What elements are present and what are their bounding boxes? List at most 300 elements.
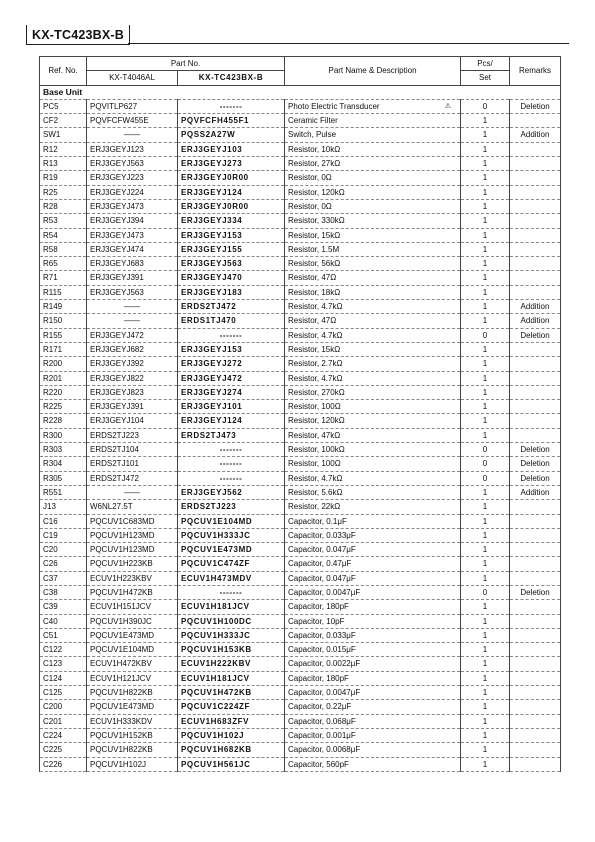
description-cell (285, 571, 461, 585)
ref-cell (40, 643, 87, 657)
ref-cell (40, 157, 87, 171)
description-cell-text: Capacitor, 0.0047μF (288, 587, 361, 597)
description-cell (285, 628, 461, 642)
ref-cell-text: R220 (43, 387, 63, 397)
old-part-cell-text: PQVITLP627 (90, 101, 138, 111)
new-part-cell-text: ERJ3GEYJ470 (181, 273, 243, 283)
new-part-cell-text: ------- (219, 330, 243, 340)
ref-cell (40, 571, 87, 585)
new-part-cell-text: ------- (219, 445, 243, 455)
remarks-cell (510, 99, 561, 113)
ref-cell (40, 428, 87, 442)
old-part-cell (87, 528, 178, 542)
qty-cell (461, 271, 510, 285)
old-part-cell-text: W6NL27.5T (90, 502, 133, 512)
old-part-cell-text: ERJ3GEYJ683 (90, 259, 144, 269)
old-part-cell-text: PQCUV1E473MD (90, 702, 155, 712)
table-row (40, 228, 561, 242)
old-part-cell-text: ERJ3GEYJ391 (90, 402, 144, 412)
table-row (40, 342, 561, 356)
qty-cell (461, 142, 510, 156)
old-part-cell-text: PQCUV1H472KB (90, 587, 153, 597)
parts-table (39, 56, 561, 772)
qty-cell (461, 171, 510, 185)
new-part-cell (178, 714, 285, 728)
qty-cell-text: 1 (482, 116, 488, 126)
table-row (40, 199, 561, 213)
remarks-cell-text: Deletion (520, 459, 550, 469)
description-cell (285, 557, 461, 571)
qty-cell-text: 1 (482, 688, 488, 698)
description-cell (285, 199, 461, 213)
new-part-cell (178, 757, 285, 771)
description-cell (285, 457, 461, 471)
new-part-cell-text: PQCUV1H153KB (181, 645, 252, 655)
qty-cell (461, 342, 510, 356)
old-part-cell (87, 285, 178, 299)
ref-cell-text: C123 (43, 659, 63, 669)
new-part-cell-text: ECUV1H473MDV (181, 573, 252, 583)
old-part-cell-text: —— (124, 316, 140, 326)
description-cell-text: Resistor, 100kΩ (288, 445, 345, 455)
qty-cell-text: 1 (482, 344, 488, 354)
remarks-cell (510, 271, 561, 285)
new-part-cell-text: ERJ3GEYJ153 (181, 344, 243, 354)
description-cell-text: Capacitor, 0.015μF (288, 645, 356, 655)
ref-cell (40, 500, 87, 514)
new-part-cell-text: PQCUV1E473MD (181, 545, 253, 555)
new-part-cell (178, 271, 285, 285)
description-cell-text: Resistor, 100Ω (288, 459, 341, 469)
ref-cell (40, 385, 87, 399)
new-part-cell (178, 285, 285, 299)
old-part-cell (87, 242, 178, 256)
new-part-cell-text: ------- (219, 587, 243, 597)
new-part-cell-text: PQCUV1E104MD (181, 516, 253, 526)
new-part-cell (178, 728, 285, 742)
ref-cell-text: R225 (43, 402, 63, 412)
remarks-cell (510, 657, 561, 671)
description-cell (285, 342, 461, 356)
description-cell-text: Resistor, 47kΩ (288, 430, 341, 440)
description-cell-text: Resistor, 22kΩ (288, 502, 341, 512)
description-cell-text: Resistor, 47Ω (288, 273, 337, 283)
new-part-cell (178, 557, 285, 571)
col-pcs: Pcs/ (461, 57, 510, 71)
table-row (40, 371, 561, 385)
qty-cell (461, 385, 510, 399)
description-cell (285, 514, 461, 528)
ref-cell (40, 700, 87, 714)
new-part-cell (178, 614, 285, 628)
new-part-cell (178, 600, 285, 614)
old-part-cell-text: ERJ3GEYJ392 (90, 359, 144, 369)
description-cell (285, 300, 461, 314)
old-part-cell (87, 628, 178, 642)
ref-cell (40, 99, 87, 113)
qty-cell (461, 671, 510, 685)
ref-cell-text: R58 (43, 244, 58, 254)
remarks-cell (510, 471, 561, 485)
old-part-cell (87, 371, 178, 385)
new-part-cell (178, 671, 285, 685)
qty-cell-text: 1 (482, 287, 488, 297)
description-cell (285, 471, 461, 485)
qty-cell (461, 328, 510, 342)
new-part-cell-text: ERJ3GEYJ334 (181, 216, 243, 226)
description-cell-text: Capacitor, 0.47μF (288, 559, 352, 569)
table-row (40, 514, 561, 528)
old-part-cell-text: ERDS2TJ223 (90, 430, 139, 440)
new-part-cell (178, 428, 285, 442)
old-part-cell-text: ERJ3GEYJ563 (90, 159, 144, 169)
old-part-cell (87, 671, 178, 685)
qty-cell (461, 657, 510, 671)
qty-cell-text: 1 (482, 302, 488, 312)
description-cell (285, 357, 461, 371)
qty-cell (461, 400, 510, 414)
qty-cell-text: 1 (482, 659, 488, 669)
new-part-cell-text: ERJ3GEYJ563 (181, 259, 243, 269)
old-part-cell (87, 500, 178, 514)
description-cell (285, 714, 461, 728)
ref-cell-text: R304 (43, 459, 63, 469)
ref-cell-text: C40 (43, 616, 58, 626)
new-part-cell-text: ERJ3GEYJ274 (181, 387, 243, 397)
new-part-cell (178, 314, 285, 328)
old-part-cell-text: ERDS2TJ472 (90, 473, 139, 483)
description-cell (285, 314, 461, 328)
table-row (40, 728, 561, 742)
qty-cell (461, 199, 510, 213)
old-part-cell-text: ERJ3GEYJ472 (90, 330, 144, 340)
ref-cell (40, 743, 87, 757)
table-row (40, 471, 561, 485)
ref-cell-text: PC5 (43, 101, 59, 111)
remarks-cell (510, 171, 561, 185)
table-row (40, 743, 561, 757)
qty-cell (461, 285, 510, 299)
qty-cell-text: 1 (482, 530, 488, 540)
old-part-cell-text: ERJ3GEYJ123 (90, 144, 144, 154)
remarks-cell (510, 457, 561, 471)
description-cell-text: Resistor, 4.7kΩ (288, 302, 343, 312)
ref-cell-text: C201 (43, 716, 63, 726)
new-part-cell-text: PQSS2A27W (181, 130, 236, 140)
ref-cell-text: R12 (43, 144, 58, 154)
qty-cell-text: 1 (482, 230, 488, 240)
ref-cell-text: C37 (43, 573, 58, 583)
new-part-cell-text: ERJ3GEYJ472 (181, 373, 243, 383)
remarks-cell (510, 242, 561, 256)
new-part-cell-text: PQVFCFH455F1 (181, 116, 250, 126)
new-part-cell (178, 443, 285, 457)
ref-cell-text: R28 (43, 201, 58, 211)
table-row (40, 585, 561, 599)
description-cell (285, 686, 461, 700)
ref-cell-text: C16 (43, 516, 58, 526)
description-cell (285, 500, 461, 514)
remarks-cell (510, 614, 561, 628)
old-part-cell (87, 643, 178, 657)
old-part-cell (87, 485, 178, 499)
new-part-cell (178, 357, 285, 371)
qty-cell-text: 0 (482, 473, 488, 483)
description-cell-text: Resistor, 120kΩ (288, 416, 345, 426)
remarks-cell (510, 257, 561, 271)
description-cell-text: Resistor, 56kΩ (288, 259, 341, 269)
old-part-cell (87, 414, 178, 428)
ref-cell-text: C125 (43, 688, 63, 698)
new-part-cell-text: ECUV1H683ZFV (181, 716, 250, 726)
old-part-cell-text: ERDS2TJ104 (90, 445, 139, 455)
ref-cell (40, 242, 87, 256)
remarks-cell (510, 428, 561, 442)
qty-cell (461, 485, 510, 499)
col-remarks: Remarks (510, 57, 561, 86)
qty-cell (461, 99, 510, 113)
qty-cell (461, 600, 510, 614)
table-row (40, 171, 561, 185)
table-row (40, 757, 561, 771)
new-part-cell-text: ERJ3GEYJ124 (181, 187, 243, 197)
ref-cell-text: C26 (43, 559, 58, 569)
description-cell (285, 443, 461, 457)
table-row (40, 99, 561, 113)
description-cell-text: Capacitor, 180pF (288, 673, 349, 683)
new-part-cell-text: PQCUV1H472KB (181, 688, 252, 698)
old-part-cell (87, 571, 178, 585)
qty-cell-text: 1 (482, 502, 488, 512)
description-cell (285, 585, 461, 599)
old-part-cell (87, 99, 178, 113)
qty-cell-text: 1 (482, 173, 488, 183)
old-part-cell-text: ERJ3GEYJ394 (90, 216, 144, 226)
model-title-box (26, 25, 130, 45)
ref-cell (40, 686, 87, 700)
qty-cell-text: 1 (482, 402, 488, 412)
remarks-cell (510, 157, 561, 171)
qty-cell (461, 414, 510, 428)
table-row (40, 271, 561, 285)
description-cell-text: Resistor, 47Ω (288, 316, 337, 326)
table-row (40, 686, 561, 700)
old-part-cell (87, 157, 178, 171)
remarks-cell (510, 600, 561, 614)
ref-cell (40, 485, 87, 499)
remarks-cell (510, 342, 561, 356)
remarks-cell (510, 528, 561, 542)
description-cell-text: Ceramic Filter (288, 116, 338, 126)
table-row (40, 643, 561, 657)
description-cell-text: Capacitor, 0.047μF (288, 573, 356, 583)
description-cell (285, 128, 461, 142)
old-part-cell-text: ERJ3GEYJ474 (90, 244, 144, 254)
description-cell-text: Resistor, 15kΩ (288, 344, 341, 354)
old-part-cell-text: —— (124, 487, 140, 497)
new-part-cell-text: ERJ3GEYJ0R00 (181, 201, 249, 211)
ref-cell-text: C39 (43, 602, 58, 612)
qty-cell (461, 128, 510, 142)
description-cell-text: Capacitor, 0.0022μF (288, 659, 361, 669)
new-part-cell (178, 328, 285, 342)
new-part-cell (178, 128, 285, 142)
new-part-cell (178, 628, 285, 642)
ref-cell (40, 414, 87, 428)
old-part-cell-text: ERJ3GEYJ104 (90, 416, 144, 426)
old-part-cell (87, 471, 178, 485)
ref-cell (40, 185, 87, 199)
remarks-cell (510, 357, 561, 371)
new-part-cell (178, 99, 285, 113)
qty-cell-text: 1 (482, 559, 488, 569)
ref-cell-text: C124 (43, 673, 63, 683)
ref-cell-text: C20 (43, 545, 58, 555)
qty-cell-text: 1 (482, 602, 488, 612)
old-part-cell (87, 585, 178, 599)
remarks-cell-text: Deletion (520, 473, 550, 483)
description-cell-text: Resistor, 4.7kΩ (288, 373, 343, 383)
qty-cell (461, 614, 510, 628)
new-part-cell-text: ERJ3GEYJ272 (181, 359, 243, 369)
old-part-cell-text: ERJ3GEYJ473 (90, 230, 144, 240)
ref-cell-text: R53 (43, 216, 58, 226)
remarks-cell (510, 128, 561, 142)
col-old-model: KX-T4046AL (87, 71, 178, 85)
ref-cell (40, 757, 87, 771)
new-part-cell-text: PQCUV1H100DC (181, 616, 252, 626)
table-row (40, 414, 561, 428)
description-cell (285, 214, 461, 228)
ref-cell-text: R303 (43, 445, 63, 455)
new-part-cell-text: ERDS2TJ472 (181, 302, 237, 312)
old-part-cell (87, 328, 178, 342)
old-part-cell (87, 614, 178, 628)
description-cell (285, 385, 461, 399)
qty-cell (461, 300, 510, 314)
new-part-cell (178, 257, 285, 271)
remarks-cell-text: Addition (520, 302, 550, 312)
description-cell (285, 614, 461, 628)
qty-cell (461, 743, 510, 757)
new-part-cell (178, 571, 285, 585)
ref-cell-text: C122 (43, 645, 63, 655)
old-part-cell-text: PQCUV1H822KB (90, 688, 153, 698)
qty-cell-text: 0 (482, 445, 488, 455)
qty-cell (461, 228, 510, 242)
table-row (40, 700, 561, 714)
ref-cell-text: C224 (43, 730, 63, 740)
description-cell-text: Resistor, 27kΩ (288, 159, 341, 169)
qty-cell-text: 1 (482, 645, 488, 655)
old-part-cell (87, 214, 178, 228)
ref-cell (40, 514, 87, 528)
table-row (40, 114, 561, 128)
remarks-cell (510, 314, 561, 328)
description-cell-text: Capacitor, 0.068μF (288, 716, 356, 726)
old-part-cell-text: PQCUV1H223KB (90, 559, 153, 569)
new-part-cell (178, 457, 285, 471)
qty-cell-text: 1 (482, 159, 488, 169)
ref-cell (40, 128, 87, 142)
description-cell (285, 242, 461, 256)
ref-cell-text: R551 (43, 487, 63, 497)
description-cell-text: Capacitor, 560pF (288, 759, 349, 769)
old-part-cell (87, 557, 178, 571)
description-cell (285, 700, 461, 714)
ref-cell (40, 114, 87, 128)
ref-cell (40, 285, 87, 299)
old-part-cell-text: ECUV1H121JCV (90, 673, 151, 683)
new-part-cell-text: ECUV1H181JCV (181, 673, 250, 683)
table-row (40, 142, 561, 156)
remarks-cell-text: Addition (520, 316, 550, 326)
description-cell (285, 257, 461, 271)
description-cell (285, 185, 461, 199)
new-part-cell (178, 300, 285, 314)
description-cell-text: Capacitor, 0.22μF (288, 702, 352, 712)
table-row (40, 385, 561, 399)
remarks-cell (510, 214, 561, 228)
remarks-cell (510, 571, 561, 585)
description-cell-text: Capacitor, 0.0068μF (288, 745, 361, 755)
remarks-cell (510, 714, 561, 728)
old-part-cell (87, 385, 178, 399)
ref-cell (40, 657, 87, 671)
warning-triangle-icon: ⚠ (444, 102, 451, 110)
table-row (40, 557, 561, 571)
qty-cell-text: 1 (482, 316, 488, 326)
new-part-cell (178, 142, 285, 156)
description-cell-text: Capacitor, 0.033μF (288, 530, 356, 540)
table-row (40, 571, 561, 585)
description-cell-text: Resistor, 4.7kΩ (288, 330, 343, 340)
remarks-cell (510, 328, 561, 342)
description-cell (285, 728, 461, 742)
new-part-cell (178, 199, 285, 213)
ref-cell (40, 714, 87, 728)
qty-cell-text: 1 (482, 545, 488, 555)
qty-cell-text: 1 (482, 630, 488, 640)
new-part-cell-text: ERJ3GEYJ273 (181, 159, 243, 169)
qty-cell-text: 1 (482, 144, 488, 154)
table-row (40, 657, 561, 671)
qty-cell-text: 1 (482, 745, 488, 755)
qty-cell-text: 1 (482, 702, 488, 712)
description-cell-text: Capacitor, 0.0047μF (288, 688, 361, 698)
old-part-cell (87, 142, 178, 156)
description-cell-text: Capacitor, 0.033μF (288, 630, 356, 640)
qty-cell-text: 1 (482, 359, 488, 369)
ref-cell (40, 728, 87, 742)
old-part-cell-text: PQCUV1H822KB (90, 745, 153, 755)
qty-cell-text: 1 (482, 616, 488, 626)
old-part-cell (87, 314, 178, 328)
description-cell-text: Resistor, 270kΩ (288, 387, 345, 397)
remarks-cell-text: Deletion (520, 587, 550, 597)
old-part-cell-text: —— (124, 302, 140, 312)
old-part-cell-text: PQCUV1H123MD (90, 530, 155, 540)
remarks-cell-text: Deletion (520, 101, 550, 111)
new-part-cell (178, 471, 285, 485)
ref-cell (40, 557, 87, 571)
remarks-cell (510, 285, 561, 299)
description-cell-text: Resistor, 4.7kΩ (288, 473, 343, 483)
new-part-cell (178, 643, 285, 657)
qty-cell-text: 1 (482, 730, 488, 740)
remarks-cell (510, 500, 561, 514)
qty-cell (461, 500, 510, 514)
